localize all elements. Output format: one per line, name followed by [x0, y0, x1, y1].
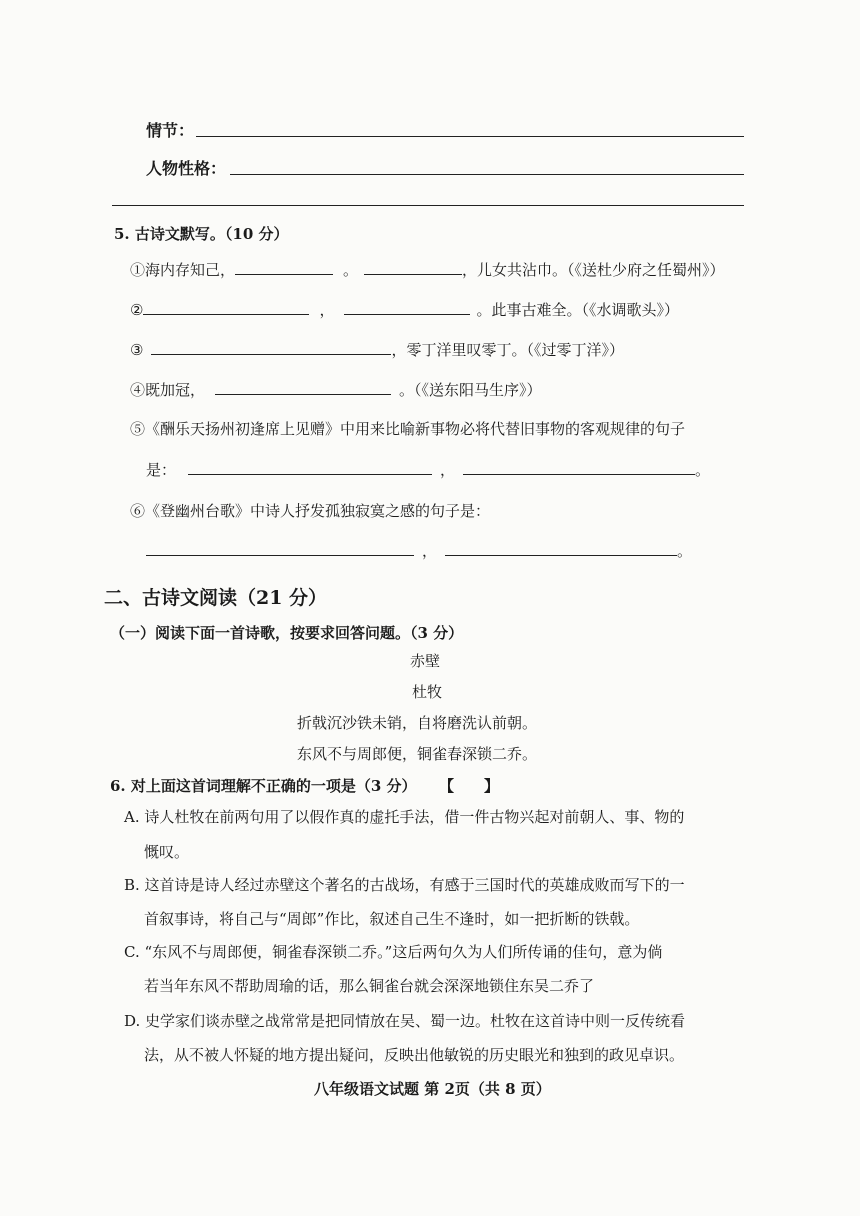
- plot-label: 情节：: [146, 121, 195, 140]
- section2-sub1: （一）阅读下面一首诗歌，按要求回答问题。（3 分）: [110, 624, 464, 642]
- character-answer-line-2[interactable]: [112, 205, 744, 206]
- q5-item-4-after: 。（《送东阳马生序》）: [399, 381, 542, 399]
- poem-line-1: 折戟沉沙铁未销，自将磨洗认前朝。: [297, 714, 538, 732]
- q6-option-b-cont: 首叙事诗，将自己与“周郎”作比，叙述自己生不逢时，如一把折断的铁戟。: [144, 910, 640, 928]
- q5-item-3-after: ，零丁洋里叹零丁。（《过零丁洋》）: [391, 341, 624, 359]
- q5-item-2-blank-2[interactable]: [344, 313, 470, 315]
- q5-item-1-after: ，儿女共沾巾。（《送杜少府之任蜀州》）: [462, 261, 725, 279]
- poem-title: 赤壁: [410, 652, 441, 670]
- q5-item-3: [130, 339, 624, 360]
- poem-line-2: 东风不与周郎便，铜雀春深锁二乔。: [297, 745, 538, 763]
- q5-item-2-before: ②: [130, 301, 144, 319]
- q6-option-d-cont: 法，从不被人怀疑的地方提出疑问，反映出他敏锐的历史眼光和独到的政见卓识。: [144, 1046, 685, 1064]
- q5-item-2-mid: ，: [319, 301, 335, 319]
- q5-item-4-blank[interactable]: [215, 393, 391, 395]
- q6-option-b: B. 这首诗是诗人经过赤壁这个著名的古战场，有感于三国时代的英雄成败而写下的一: [124, 876, 685, 894]
- q6-option-d: D. 史学家们谈赤壁之战常常是把同情放在吴、蜀一边。杜牧在这首诗中则一反传统看: [124, 1012, 686, 1030]
- q5-item-5-blank-1[interactable]: [188, 473, 432, 475]
- q5-item-1-blank-1[interactable]: [235, 273, 333, 275]
- q5-item-4-before: ④既加冠，: [130, 381, 206, 399]
- q5-item-5-label: 是：: [146, 461, 177, 479]
- q5-item-2-blank-1[interactable]: [143, 313, 309, 315]
- character-label: 人物性格：: [146, 159, 227, 178]
- q5-item-6-answer: [146, 540, 692, 561]
- q5-item-1-blank-2[interactable]: [364, 273, 462, 275]
- q5-item-4: [130, 379, 542, 400]
- q6-option-a: A. 诗人杜牧在前两句用了以假作真的虚托手法，借一件古物兴起对前朝人、事、物的: [124, 808, 685, 826]
- q5-item-3-before: ③: [130, 341, 144, 359]
- q5-item-5-text: ⑤《酬乐天扬州初逢席上见赠》中用来比喻新事物必将代替旧事物的客观规律的句子: [130, 420, 686, 438]
- q6-option-a-cont: 慨叹。: [144, 843, 190, 861]
- plot-answer-line[interactable]: [196, 136, 744, 137]
- q5-item-6-mid: ，: [422, 542, 438, 560]
- q6-answer-bracket[interactable]: 【 】: [446, 777, 500, 795]
- q5-item-6-end: 。: [677, 542, 693, 560]
- q5-item-1-mid: 。: [343, 261, 359, 279]
- q5-item-5-mid: ，: [440, 461, 456, 479]
- q5-item-5-blank-2[interactable]: [463, 473, 695, 475]
- q6-option-c: C. “东风不与周郎便，铜雀春深锁二乔。”这后两句久为人们所传诵的佳句，意为倘: [124, 943, 663, 961]
- q5-item-5-end: 。: [695, 461, 711, 479]
- q5-item-6-blank-2[interactable]: [445, 554, 677, 556]
- q5-item-2: [130, 299, 679, 320]
- q5-item-6-text: ⑥《登幽州台歌》中诗人抒发孤独寂寞之感的句子是：: [130, 502, 491, 520]
- q5-item-3-blank[interactable]: [151, 353, 391, 355]
- q5-item-5-answer: [146, 459, 710, 480]
- q5-title: 5. 古诗文默写。（10 分）: [114, 225, 289, 243]
- q5-item-1: [130, 259, 725, 280]
- q6-stem-text: 6. 对上面这首词理解不正确的一项是（3 分）: [110, 777, 417, 795]
- page-footer: 八年级语文试题 第 2页（共 8 页）: [314, 1080, 551, 1098]
- q5-item-2-after: 。此事古难全。（《水调歌头》）: [476, 301, 679, 319]
- q6-option-c-cont: 若当年东风不帮助周瑜的话，那么铜雀台就会深深地锁住东吴二乔了: [144, 977, 595, 995]
- section2-heading: 二、古诗文阅读（21 分）: [104, 587, 328, 609]
- q5-item-1-before: ①海内存知己，: [130, 261, 236, 279]
- character-answer-line[interactable]: [230, 174, 744, 175]
- q6-stem: [110, 775, 499, 796]
- poem-author: 杜牧: [412, 683, 443, 701]
- q5-item-6-blank-1[interactable]: [146, 554, 414, 556]
